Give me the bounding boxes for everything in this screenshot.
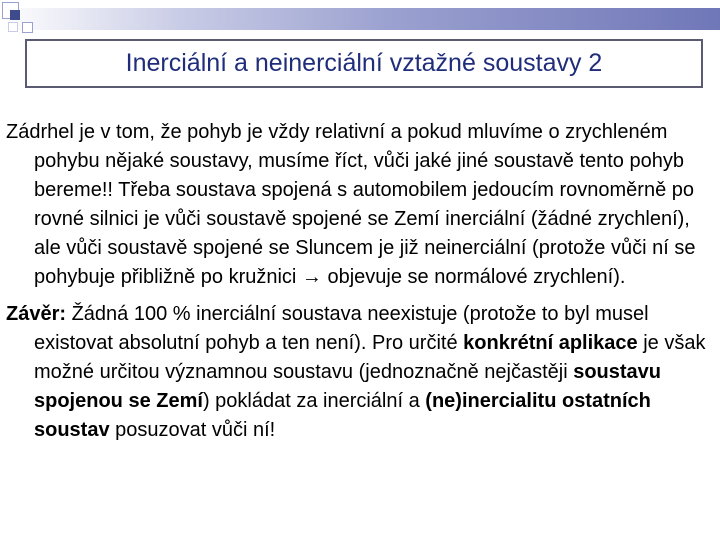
header-gradient-bar xyxy=(0,8,720,30)
decor-square-icon xyxy=(8,22,18,32)
conclusion-text: je však možné určitou významnou soustavu (jednoznačně nejčastěji xyxy=(34,332,706,383)
slide-body xyxy=(6,118,718,445)
title-box xyxy=(25,39,703,88)
conclusion-label: Závěr: xyxy=(6,303,67,325)
emphasis-text: konkrétní aplikace xyxy=(463,332,638,354)
emphasis-text: (ne)inercialitu ostatních soustav xyxy=(34,390,651,441)
paragraph-explanation: Zádrhel je v tom, že pohyb je vždy relativní a pokud mluvíme o zrychleném pohybu nějaké soustavy, musíme říct, vůči jaké jiné soustavě tento pohyb bereme!! Třeba soustava spojená s automobilem jedoucím rovnoměrně po rovné silnici je vůči soustavě spojené se Zemí inerciální (žádné zrychlení), ale vůči soustavě spojené se Sluncem je již neinerciální (protože vůči ní se pohybuje přibližně po kružnici → objevuje se normálové zrychlení). xyxy=(6,121,696,288)
conclusion-text: ) pokládat za inerciální a xyxy=(202,390,426,412)
paragraph-conclusion xyxy=(6,300,718,445)
decor-square-icon xyxy=(22,22,33,33)
decor-square-icon xyxy=(10,10,20,20)
conclusion-text: posuzovat vůči ní! xyxy=(109,419,276,441)
conclusion-text: Žádná 100 % inerciální soustava neexistuje (protože to byl musel existovat absolutní pohyb a ten není). Pro určité xyxy=(34,303,649,354)
page-title: Inerciální a neinerciální vztažné soustavy 2 xyxy=(125,49,603,77)
emphasis-text: soustavu spojenou se Zemí xyxy=(34,361,662,412)
